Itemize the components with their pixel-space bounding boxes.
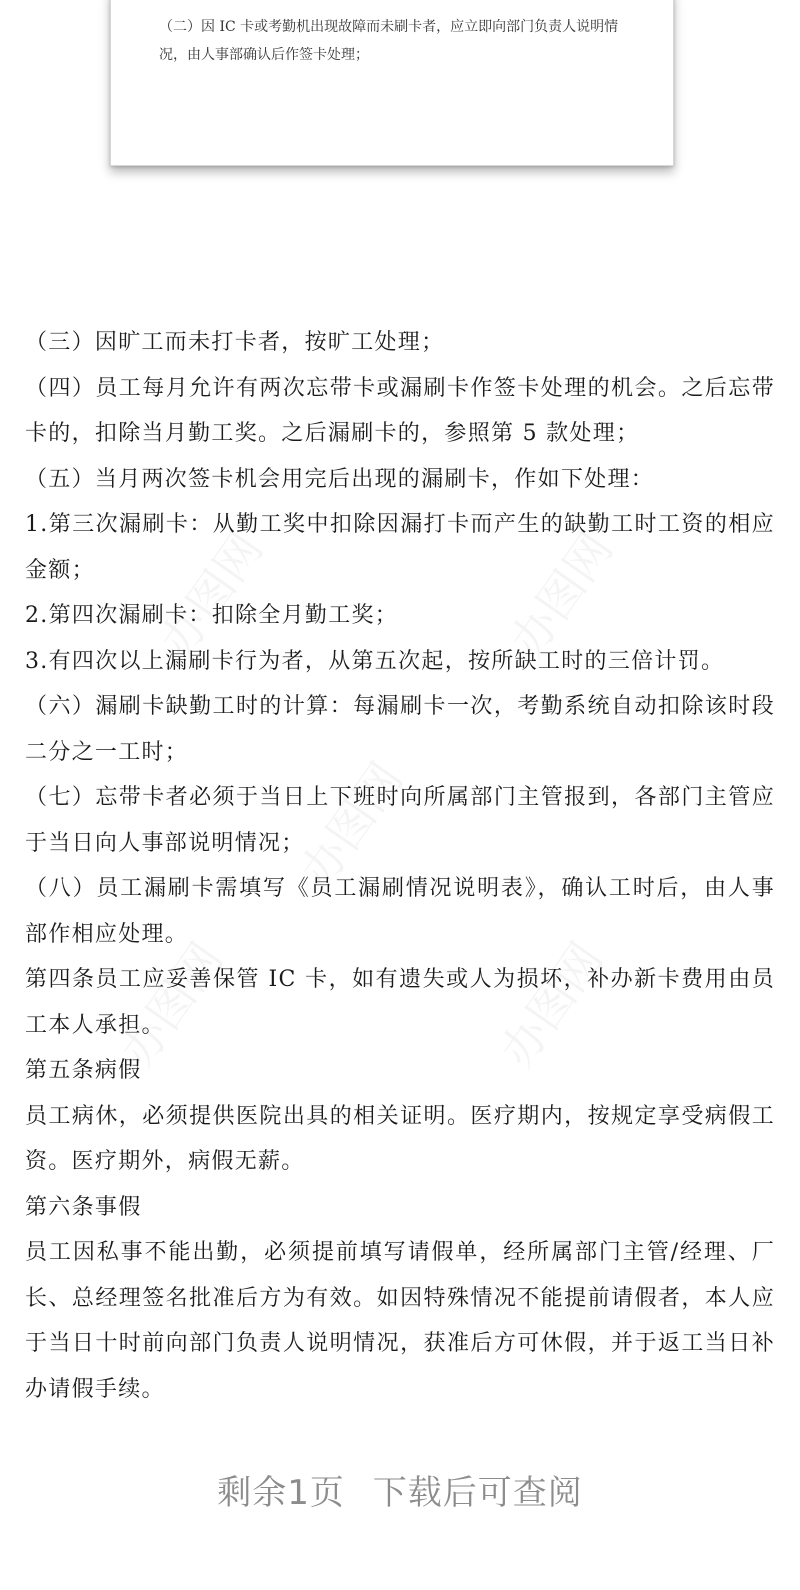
article-4: 第四条员工应妥善保管 IC 卡，如有遗失或人为损坏，补办新卡费用由员工本人承担。 [25,967,775,1038]
preview-text: （二）因 IC 卡或考勤机出现故障而未刷卡者，应立即向部门负责人说明情况，由人事部确认后作签卡处理； [159,19,619,63]
remaining-pages-notice[interactable]: 剩余1页 下载后可查阅 [217,1473,583,1513]
paragraph-4: （四）员工每月允许有两次忘带卡或漏刷卡作签卡处理的机会。之后忘带卡的，扣除当月勤工奖。之后漏刷卡的，参照第 5 款处理； [25,375,775,446]
item-1: 1.第三次漏刷卡：从勤工奖中扣除因漏打卡而产生的缺勤工时工资的相应金额； [25,512,775,583]
item-3: 3.有四次以上漏刷卡行为者，从第五次起，按所缺工时的三倍计罚。 [25,648,725,674]
article-5-body: 员工病休，必须提供医院出具的相关证明。医疗期内，按规定享受病假工资。医疗期外，病假无薪。 [25,1103,775,1174]
document-body [25,320,775,1412]
paragraph-7: （七）忘带卡者必须于当日上下班时向所属部门主管报到，各部门主管应于当日向人事部说明情况； [25,785,775,856]
article-5-heading: 第五条病假 [25,1058,142,1083]
article-6-heading: 第六条事假 [25,1194,142,1220]
page-preview-card [110,0,674,166]
paragraph-3: （三）因旷工而未打卡者，按旷工处理； [25,330,445,355]
paragraph-6: （六）漏刷卡缺勤工时的计算：每漏刷卡一次，考勤系统自动扣除该时段二分之一工时； [25,694,775,765]
item-2: 2.第四次漏刷卡：扣除全月勤工奖； [25,603,399,628]
paragraph-5: （五）当月两次签卡机会用完后出现的漏刷卡，作如下处理： [25,466,655,492]
article-6-body: 员工因私事不能出勤，必须提前填写请假单，经所属部门主管/经理、厂长、总经理签名批准后方为有效。如因特殊情况不能提前请假者，本人应于当日十时前向部门负责人说明情况，获准后方可休假，并于返工当日补办请假手续。 [25,1240,775,1402]
paragraph-8: （八）员工漏刷卡需填写《员工漏刷情况说明表》，确认工时后，由人事部作相应处理。 [25,876,775,947]
